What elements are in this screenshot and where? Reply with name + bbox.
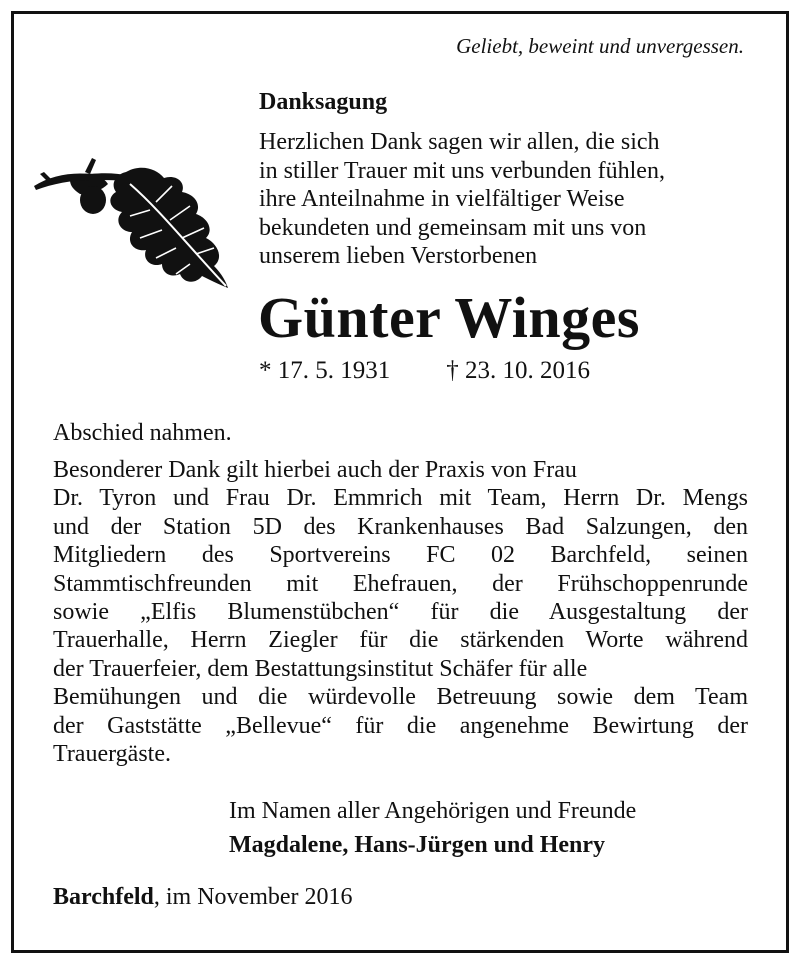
death-date: † 23. 10. 2016 (446, 357, 590, 384)
birth-date: * 17. 5. 1931 (259, 357, 391, 384)
signature-names: Magdalene, Hans-Jürgen und Henry (229, 832, 606, 858)
intro-line: bekundeten und gemeinsam mit uns von (259, 214, 647, 241)
intro-line: unserem lieben Verstorbenen (259, 243, 538, 269)
life-dates (259, 357, 590, 385)
motto: Geliebt, beweint und unvergessen. (456, 34, 744, 58)
body-line: Dr. Tyron und Frau Dr. Emmrich mit Team, Herrn Dr. Mengs (53, 485, 748, 512)
heading: Danksagung (259, 89, 388, 115)
farewell-text: Abschied nahmen. (53, 420, 232, 446)
body-line: der Gaststätte „Bellevue“ für die angenehme Bewirtung der (53, 712, 748, 739)
place-and-date (53, 884, 353, 911)
thanks-paragraph (53, 456, 748, 768)
deceased-name: Günter Winges (258, 285, 640, 350)
date-text: , im November 2016 (153, 884, 353, 910)
intro-line: in stiller Trauer mit uns verbunden fühlen, (259, 157, 665, 184)
body-line: Stammtischfreunden mit Ehefrauen, der Frühschoppenrunde (53, 570, 748, 597)
intro-line: Herzlichen Dank sagen wir allen, die sich (259, 129, 660, 155)
intro-line: ihre Anteilnahme in vielfältiger Weise (259, 186, 625, 212)
place-name: Barchfeld (53, 884, 154, 910)
signature-line: Im Namen aller Angehörigen und Freunde (229, 798, 637, 824)
oak-leaf-with-acorn-icon (30, 150, 240, 290)
body-line: der Trauerfeier, dem Bestattungsinstitut Schäfer für alle (53, 655, 588, 682)
body-line: Bemühungen und die würdevolle Betreuung sowie dem Team (53, 684, 748, 711)
body-line: Besonderer Dank gilt hierbei auch der Praxis von Frau (53, 457, 577, 483)
body-line: Trauergäste. (53, 740, 171, 767)
intro-text (259, 128, 759, 271)
body-line: sowie „Elfis Blumenstübchen“ für die Ausgestaltung der (53, 598, 748, 625)
body-line: Trauerhalle, Herrn Ziegler für die stärkenden Worte während (53, 627, 748, 654)
body-line: und der Station 5D des Krankenhauses Bad Salzungen, den (53, 513, 748, 540)
body-line: Mitgliedern des Sportvereins FC 02 Barchfeld, seinen (53, 542, 748, 569)
